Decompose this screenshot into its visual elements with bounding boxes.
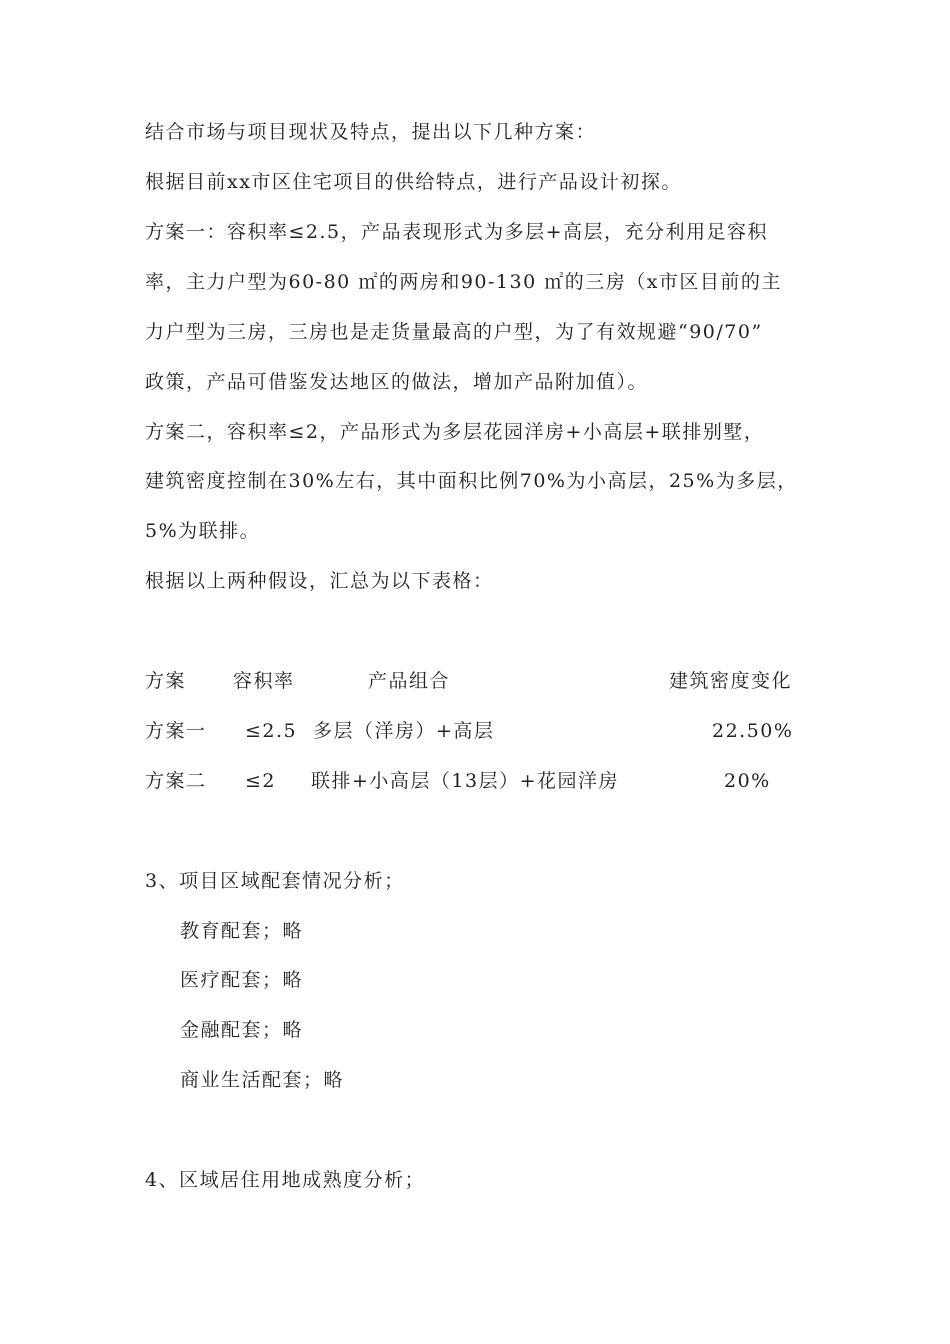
list-item: 医疗配套；略 (180, 969, 304, 991)
list-item: 教育配套；略 (180, 920, 304, 942)
table-cell-plan: 方案二 (145, 770, 207, 792)
paragraph-summary: 根据以上两种假设，汇总为以下表格： (145, 570, 494, 592)
paragraph-plan2-line2: 建筑密度控制在30%左右，其中面积比例70%为小高层，25%为多层， (145, 470, 798, 492)
paragraph-intro: 结合市场与项目现状及特点，提出以下几种方案： (145, 121, 597, 143)
paragraph-plan1-line1: 方案一：容积率≤2.5，产品表现形式为多层+高层，充分利用足容积 (145, 221, 769, 243)
paragraph-plan1-line3: 力户型为三房，三房也是走货量最高的户型，为了有效规避“90/70” (145, 321, 763, 343)
paragraph-plan1-line4: 政策，产品可借鉴发达地区的做法，增加产品附加值）。 (145, 371, 649, 393)
table-header-product-mix: 产品组合 (368, 670, 451, 692)
paragraph-plan2-line1: 方案二，容积率≤2，产品形式为多层花园洋房+小高层+联排别墅， (145, 421, 765, 443)
table-cell-product-mix: 多层（洋房）+高层 (313, 720, 495, 742)
list-item: 商业生活配套；略 (180, 1069, 345, 1091)
table-header-density: 建筑密度变化 (669, 670, 793, 692)
section-3-heading: 3、项目区域配套情况分析； (145, 870, 405, 892)
table-header-plan: 方案 (145, 670, 187, 692)
paragraph-plan2-line3: 5%为联排。 (145, 520, 261, 542)
table-cell-far: ≤2 (245, 770, 277, 792)
table-cell-product-mix: 联排+小高层（13层）+花园洋房 (311, 770, 620, 792)
table-cell-far: ≤2.5 (245, 720, 298, 742)
table-header-far: 容积率 (233, 670, 295, 692)
table-cell-density: 22.50% (712, 720, 794, 742)
paragraph-plan1-line2: 率，主力户型为60-80 ㎡的两房和90-130 ㎡的三房（x市区目前的主 (145, 271, 782, 293)
table-cell-density: 20% (724, 770, 771, 792)
section-4-heading: 4、区域居住用地成熟度分析； (145, 1169, 426, 1191)
paragraph-supply: 根据目前xx市区住宅项目的供给特点，进行产品设计初探。 (145, 171, 682, 193)
table-cell-plan: 方案一 (145, 720, 207, 742)
list-item: 金融配套；略 (180, 1019, 304, 1041)
